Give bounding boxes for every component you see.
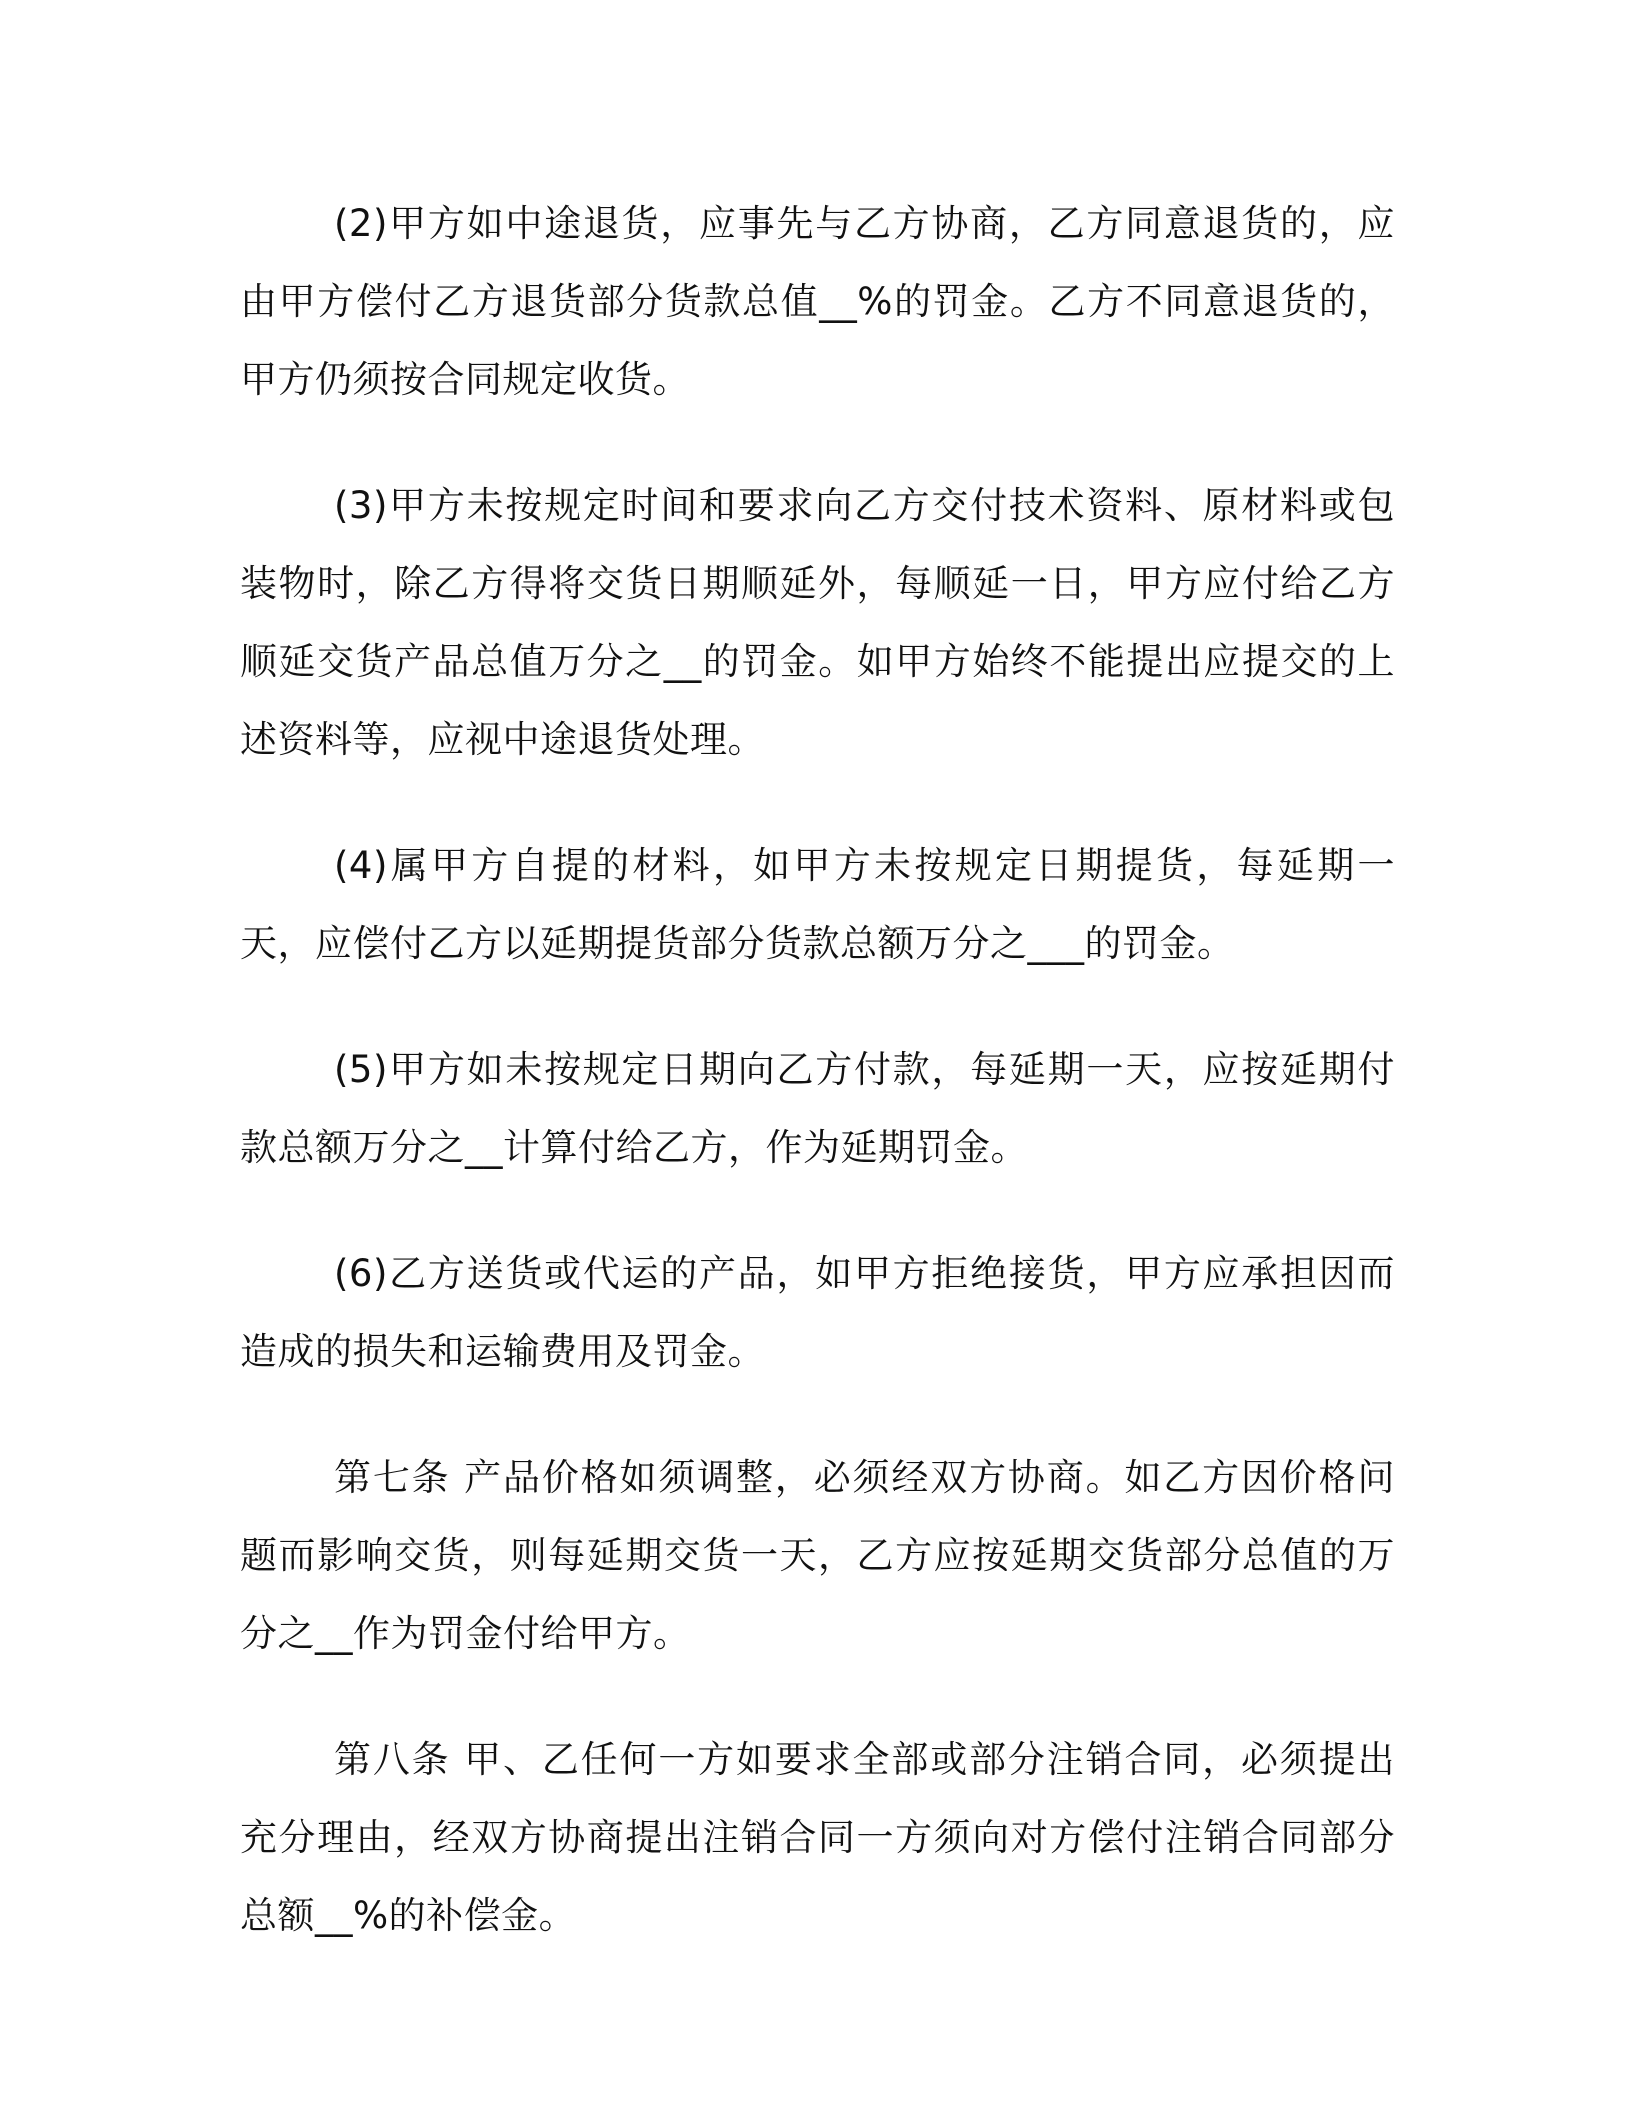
document-body bbox=[240, 185, 1395, 2003]
paragraph-clause-2: (2)甲方如中途退货，应事先与乙方协商，乙方同意退货的，应由甲方偿付乙方退货部分货款总值__%的罚金。乙方不同意退货的，甲方仍须按合同规定收货。 bbox=[240, 202, 1395, 401]
paragraph-article-7: 第七条 产品价格如须调整，必须经双方协商。如乙方因价格问题而影响交货，则每延期交货一天，乙方应按延期交货部分总值的万分之__作为罚金付给甲方。 bbox=[240, 1456, 1395, 1655]
paragraph-clause-3: (3)甲方未按规定时间和要求向乙方交付技术资料、原材料或包装物时，除乙方得将交货日期顺延外，每顺延一日，甲方应付给乙方顺延交货产品总值万分之__的罚金。如甲方始终不能提出应提交的上述资料等，应视中途退货处理。 bbox=[240, 484, 1395, 761]
paragraph-clause-4: (4)属甲方自提的材料，如甲方未按规定日期提货，每延期一天，应偿付乙方以延期提货部分货款总额万分之___的罚金。 bbox=[240, 844, 1395, 965]
paragraph-clause-5: (5)甲方如未按规定日期向乙方付款，每延期一天，应按延期付款总额万分之__计算付给乙方，作为延期罚金。 bbox=[240, 1048, 1395, 1169]
paragraph-clause-6: (6)乙方送货或代运的产品，如甲方拒绝接货，甲方应承担因而造成的损失和运输费用及罚金。 bbox=[240, 1252, 1395, 1373]
paragraph-article-8: 第八条 甲、乙任何一方如要求全部或部分注销合同，必须提出充分理由，经双方协商提出注销合同一方须向对方偿付注销合同部分总额__%的补偿金。 bbox=[240, 1738, 1395, 1937]
